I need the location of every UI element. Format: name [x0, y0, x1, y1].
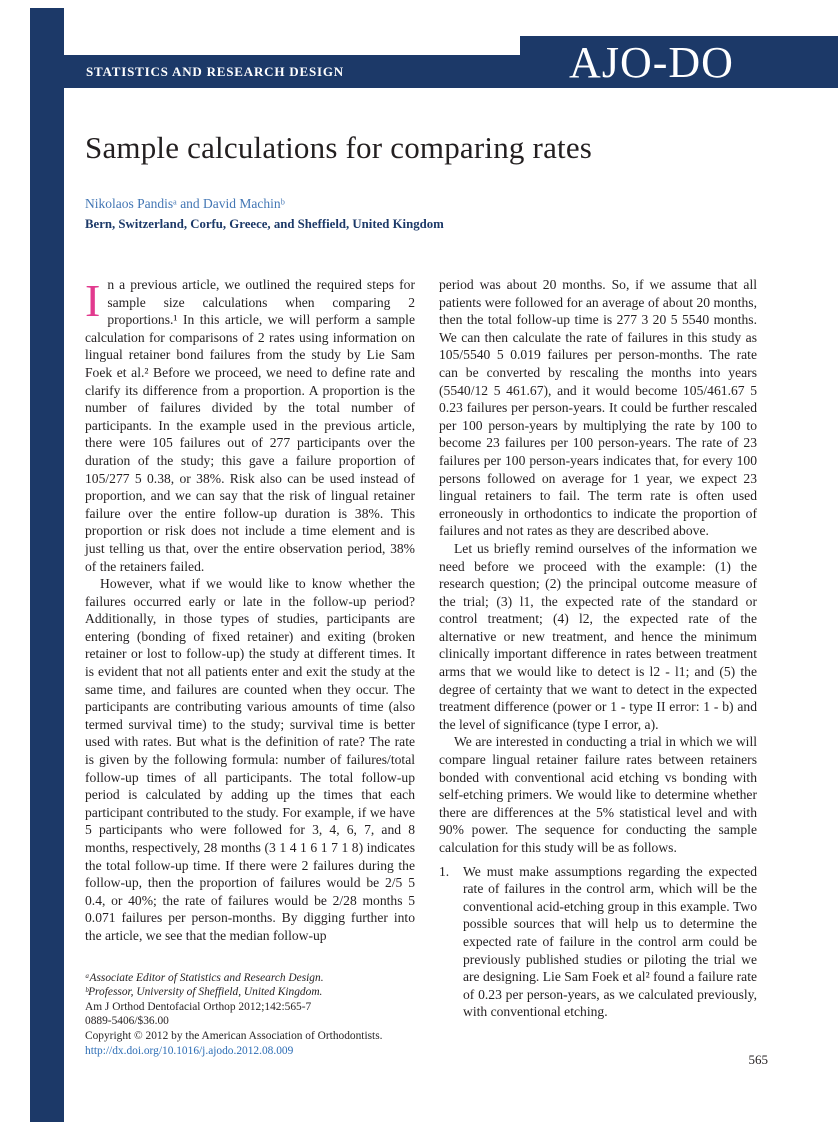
left-column	[85, 276, 415, 1058]
article-affiliation: Bern, Switzerland, Corfu, Greece, and Sheffield, United Kingdom	[85, 217, 444, 231]
footnote-citation: Am J Orthod Dentofacial Orthop 2012;142:565-7	[85, 1000, 312, 1013]
article-content	[85, 120, 757, 1058]
paragraph: Let us briefly remind ourselves of the information we need before we proceed with the example: (1) the research question; (2) the principal outcome measure of the trial; (3) l1, the expected rate of the standard or control treatment; (4) l2, the expected rate of the alternative or new treatment, and hence the minimum clinically important difference in rates between treatment arms that we would like to detect is l2 - l1; and (5) the degree of certainty that we want to detect in the expected treatment difference (power or 1 - type II error: 1 - b) and the level of significance (type I error, a).	[439, 540, 757, 732]
page-number: 565	[748, 1052, 768, 1067]
article-authors: Nikolaos Pandisᵃ and David Machinᵇ	[85, 196, 285, 211]
paragraph: period was about 20 months. So, if we assume that all patients were followed for an average of about 20 months, then the total follow-up time is 277 3 20 5 5540 months. We can then calculate the rate of failures in this study as 105/5540 5 0.019 failures per person-months. The rate can be converted by rescaling the months into years (5540/12 5 461.67), and it would become 105/461.67 5 0.23 failures per person-years. It could be further rescaled per 100 person-years by multiplying the rate by 100 to become 23 failures per 100 person-years. The rate of 23 failures per 100 person-years indicates that, for every 100 persons followed on average for 1 year, we expect 23 lingual retainers to fail. The term rate is often used erroneously in orthodontics to indicate the proportion of failures and not rates as they are described above.	[439, 277, 757, 539]
journal-logo: AJO-DO	[569, 37, 734, 87]
paragraph-intro-text: n a previous article, we outlined the required steps for sample size calculations when comparing 2 proportions.¹ In this article, we will perform a sample calculation for comparisons of 2 rates using information on lingual retainer bond failures from the study by Lie Sam Foek et al.² Before we proceed, we need to define rate and clarify its difference from a proportion. A proportion is the number of failures divided by the total number of participants. In the example used in the previous article, there were 105 failures out of 277 participants over the duration of the study; this gave a failure proportion of 105/277 5 0.38, or 38%. Risk also can be used instead of proportion, and we can say that the risk of lingual retainer failure over the entire follow-up duration is 38%. This proportion or risk does not include a time element and is just telling us that, over the entire observation period, 38% of the retainers failed.	[85, 277, 415, 574]
list-text: We must make assumptions regarding the expected rate of failures in the control arm, which will be the conventional acid-etching group in this example. Two possible sources that will help us to determine the expected rate of failure in the control arm could be previously published studies or piloting the trial we are designing. Lie Sam Foek et al² found a failure rate of 0.23 per person-years, as we calculated previously, with conventional etching.	[463, 863, 757, 1020]
footnote-author-b: ᵇProfessor, University of Sheffield, United Kingdom.	[85, 986, 323, 999]
footnotes-block	[85, 971, 415, 1059]
journal-logo-block	[520, 36, 838, 88]
footnote-author-a: ᵃAssociate Editor of Statistics and Research Design.	[85, 971, 324, 984]
list-number: 1.	[439, 863, 450, 879]
paragraph-intro	[85, 276, 415, 575]
right-column	[439, 276, 757, 1058]
two-column-body	[85, 276, 757, 1058]
dropcap-letter: I	[85, 275, 101, 326]
section-label: STATISTICS AND RESEARCH DESIGN	[86, 63, 344, 79]
paragraph: We are interested in conducting a trial in which we will compare lingual retainer failure rates between retainers bonded with conventional acid etching vs bonding with self-etching primers. We would like to determine whether there are differences at the 5% statistical level and with 90% power. The sequence for conducting the sample calculation for this study will be as follows.	[439, 734, 757, 855]
left-accent-bar	[30, 8, 64, 1122]
paragraph: However, what if we would like to know whether the failures occurred early or late in the follow-up period? Additionally, in those types of studies, participants are entering (bonding of fixed retainer) and exiting (broken retainer or lost to follow-up) the study at different times. It is evident that not all patients enter and exit the study at the same time, and failures are counted when they occur. The participants are contributing various amounts of time (also termed survival time) to the study; survival time is better used with rates. But what is the definition of rate? The rate is given by the following formula: number of failures/total follow-up times of all participants. The total follow-up period is calculated by adding up the times that each participant contributed to the study. For example, if we have 5 participants who were followed for 3, 4, 6, 7, and 8 months, respectively, 28 months (3 1 4 1 6 1 7 1 8) indicates the total follow-up time. If there were 2 failures during the follow-up, then the proportion of failures would be 2/5 5 0.4, or 40%; the rate of failures would be 2/28 months 5 0.071 failures per person-months. By digging further into the article, we see that the median follow-up	[85, 576, 415, 943]
footnote-issn: 0889-5406/$36.00	[85, 1015, 169, 1028]
footnote-copyright: Copyright © 2012 by the American Association of Orthodontists.	[85, 1029, 383, 1042]
doi-link[interactable]: http://dx.doi.org/10.1016/j.ajodo.2012.08.009	[85, 1044, 294, 1057]
article-title: Sample calculations for comparing rates	[85, 130, 593, 165]
numbered-list-item	[439, 863, 757, 1021]
